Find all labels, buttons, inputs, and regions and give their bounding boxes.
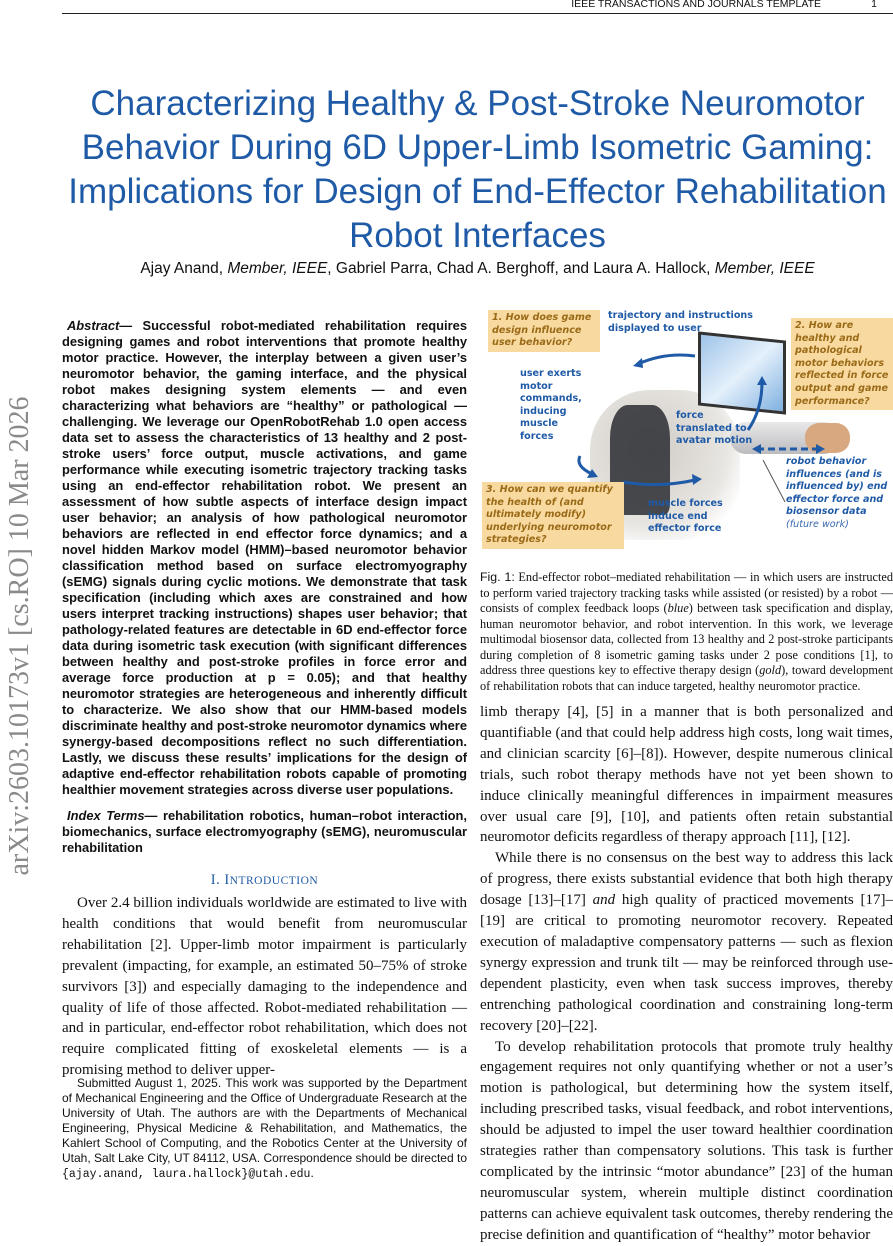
- question-2-box: 2. How are healthy and pathological motor behaviors reflected in force output and game performance?: [791, 318, 893, 410]
- body-paragraph: While there is no consensus on the best way to address this lack of progress, there exists substantial evidence that both high therapy dosage [13]–[17] and high quality of practiced movements [17]–[19] are critical to promoting neuromotor recovery. Repeated execution of maladaptive compensatory patterns — such as flexion synergy expression and trunk tilt — may be reinforced through use-dependent plasticity, even when task success improves, thereby entrenching pathological coordination and constraining long-term recovery [20]–[22].: [480, 850, 893, 1034]
- arrowhead: [816, 444, 825, 454]
- index-terms-text: — rehabilitation robotics, human–robot interaction, biomechanics, surface electromyography (sEMG), neuromuscular rehabilitation: [62, 808, 467, 855]
- right-column: [480, 306, 893, 1246]
- correspondence-email[interactable]: {ajay.anand, laura.hallock}@utah.edu: [62, 1168, 311, 1181]
- membership: Member, IEEE: [227, 260, 328, 277]
- body-paragraph: limb therapy [4], [5] in a manner that is both personalized and quantifiable (and that could help address high costs, long wait times, and clinician scarcity [6]–[8]). However, despite numerous clinical trials, such robot therapy methods have not yet been shown to induce clinically meaningful differences in impairment measures over usual care [9], [10], and patients often retain substantial neuromotor deficits regardless of therapy approach [11], [12].: [480, 704, 893, 846]
- paper-title: Characterizing Healthy & Post-Stroke Neuromotor Behavior During 6D Upper-Limb Isometric Gaming: Implications for Design of End-Effector Rehabilitation Robot Interfaces: [68, 84, 887, 255]
- authors-middle: , Gabriel Parra, Chad A. Berghoff, and Laura A. Hallock,: [327, 260, 715, 277]
- leader-line: [763, 460, 785, 502]
- arrowhead: [692, 474, 702, 485]
- arrowhead: [633, 358, 643, 368]
- body-paragraph: To develop rehabilitation protocols that promote truly healthy engagement requires not only quantifying whether or not a user’s motion is pathological, but determining how the system itself, including prescribed tasks, visual feedback, and robot interventions, should be adjusted to impel the user toward healthier coordination strategies rather than compensatory solutions. This task is further complicated by the intrinsic “motor abundance” [23] of the human neuromuscular system, wherein multiple distinct coordination patterns can achieve equivalent task outcomes, thereby rendering the precise definition and quantification of “healthy” motor behavior: [480, 1038, 893, 1243]
- footnote: Submitted August 1, 2025. This work was supported by the Department of Mechanical Engineering and the Office of Undergraduate Research at the University of Utah. The authors are with the Departments of Mechanical Engineering, Physical Medicine & Rehabilitation, and Mathematics, the Kahlert School of Computing, and the Robotics Center at the University of Utah, Salt Lake City, UT 84112, USA. Correspondence should be directed to {ajay.anand, laura.hallock}@utah.edu.: [62, 1076, 467, 1181]
- arrow-display-to-user: [638, 355, 695, 364]
- section-heading-introduction: I. INTRODUCTION: [210, 872, 319, 888]
- arrowhead: [757, 376, 767, 385]
- figure-caption: Fig. 1: End-effector robot–mediated rehabilitation — in which users are instructed to perform varied trajectory tracking tasks while assisted (or resisted) by a robot — consists of complex feedback loops (blue) between task specification and display, human neuromotor behavior, and robot intervention. In this work, we leverage multimodal biosensor data, collected from 13 healthy and 2 post-stroke participants during completion of 8 isometric gaming tasks under 2 pose conditions [1], to address three questions key to effective therapy design (gold), toward development of rehabilitation robots that can induce targeted, healthy neuromotor practice.: [480, 570, 893, 693]
- intro-paragraph: Over 2.4 billion individuals worldwide are estimated to live with health conditions that would benefit from neuromuscular rehabilitation [2]. Upper-limb motor impairment is particularly prevalent (impacting, for example, an estimated 50–75% of stroke survivors [3]) and especially damaging to the independence and quality of life of those affected. Robot-mediated rehabilitation — and in particular, end-effector robot rehabilitation, which does not require complicated fitting of exoskeletal elements — is a promising method to deliver upper-: [62, 895, 467, 1079]
- abstract: [62, 318, 467, 798]
- index-terms-label: Index Terms: [67, 808, 145, 823]
- membership: Member, IEEE: [714, 260, 815, 277]
- label-muscle-forces: muscle forces induce end effector force: [648, 498, 723, 535]
- left-column: [62, 318, 467, 1081]
- author-1: Ajay Anand,: [140, 260, 228, 277]
- label-robot-behavior: robot behavior influences (and is influenced by) end effector force and biosensor data (future work): [786, 456, 888, 530]
- author-list: [62, 260, 893, 278]
- abstract-label: Abstract: [67, 318, 120, 333]
- future-work-note: (future work): [786, 518, 849, 530]
- arxiv-stamp: arXiv:2603.10173v1 [cs.RO] 10 Mar 2026: [4, 396, 35, 876]
- page-number: 1: [871, 0, 877, 10]
- figure-1: [480, 306, 893, 564]
- label-user-commands: user exerts motor commands, inducing muscle forces: [520, 368, 582, 442]
- arrow-user-to-muscle: [579, 456, 592, 474]
- index-terms: [62, 808, 467, 856]
- question-3-box: 3. How can we quantify the health of (and ultimately modify) underlying neuromotor strategies?: [482, 482, 624, 549]
- abstract-text: — Successful robot-mediated rehabilitation requires designing games and robot interventions that promote healthy motor practice. However, the interplay between a given user’s neuromotor behavior, the gaming interface, and the physical robot makes designing system elements — and even characterizing what behaviors are “healthy” or pathological — challenging. We leverage our OpenRobotRehab 1.0 open access data set to assess the characteristics of 13 healthy and 2 post-stroke users’ force output, muscle activations, and game performance while executing isometric trajectory tracking tasks using an end-effector rehabilitation robot. We present an assessment of how subtle aspects of interface design impact user behavior; an analysis of how pathological neuromotor behaviors are reflected in end effector force dynamics; and a novel hidden Markov model (HMM)–based neuromotor behavior classification method based on surface electromyography (sEMG) signals during cyclic motions. We demonstrate that task specification (including which axes are constrained and how users interpret tracking instructions) shapes user behavior; that pathology-related features are detectable in 6D end-effector force data during isometric task execution (with significant differences between healthy and post-stroke profiles in force error and average force production at p = 0.05); and that healthy neuromotor strategies are heterogeneous and inherently difficult to characterize. We also show that our HMM-based models discriminate healthy and post-stroke neuromotor dynamics where synergy-based decompositions reflect no such differentiation. Lastly, we discuss these results’ implications for the design of adaptive end-effector rehabilitation robots capable of promoting healthier movement strategies across diverse user populations.: [62, 318, 467, 797]
- running-header: [62, 0, 893, 14]
- arrow-muscle-to-effector: [623, 480, 695, 485]
- label-display: trajectory and instructions displayed to user: [608, 310, 753, 334]
- journal-name: IEEE TRANSACTIONS AND JOURNALS TEMPLATE: [571, 0, 821, 10]
- label-force-translated: force translated to avatar motion: [676, 410, 753, 447]
- question-1-box: 1. How does game design influence user behavior?: [488, 310, 600, 352]
- figure-label: Fig. 1:: [480, 570, 515, 584]
